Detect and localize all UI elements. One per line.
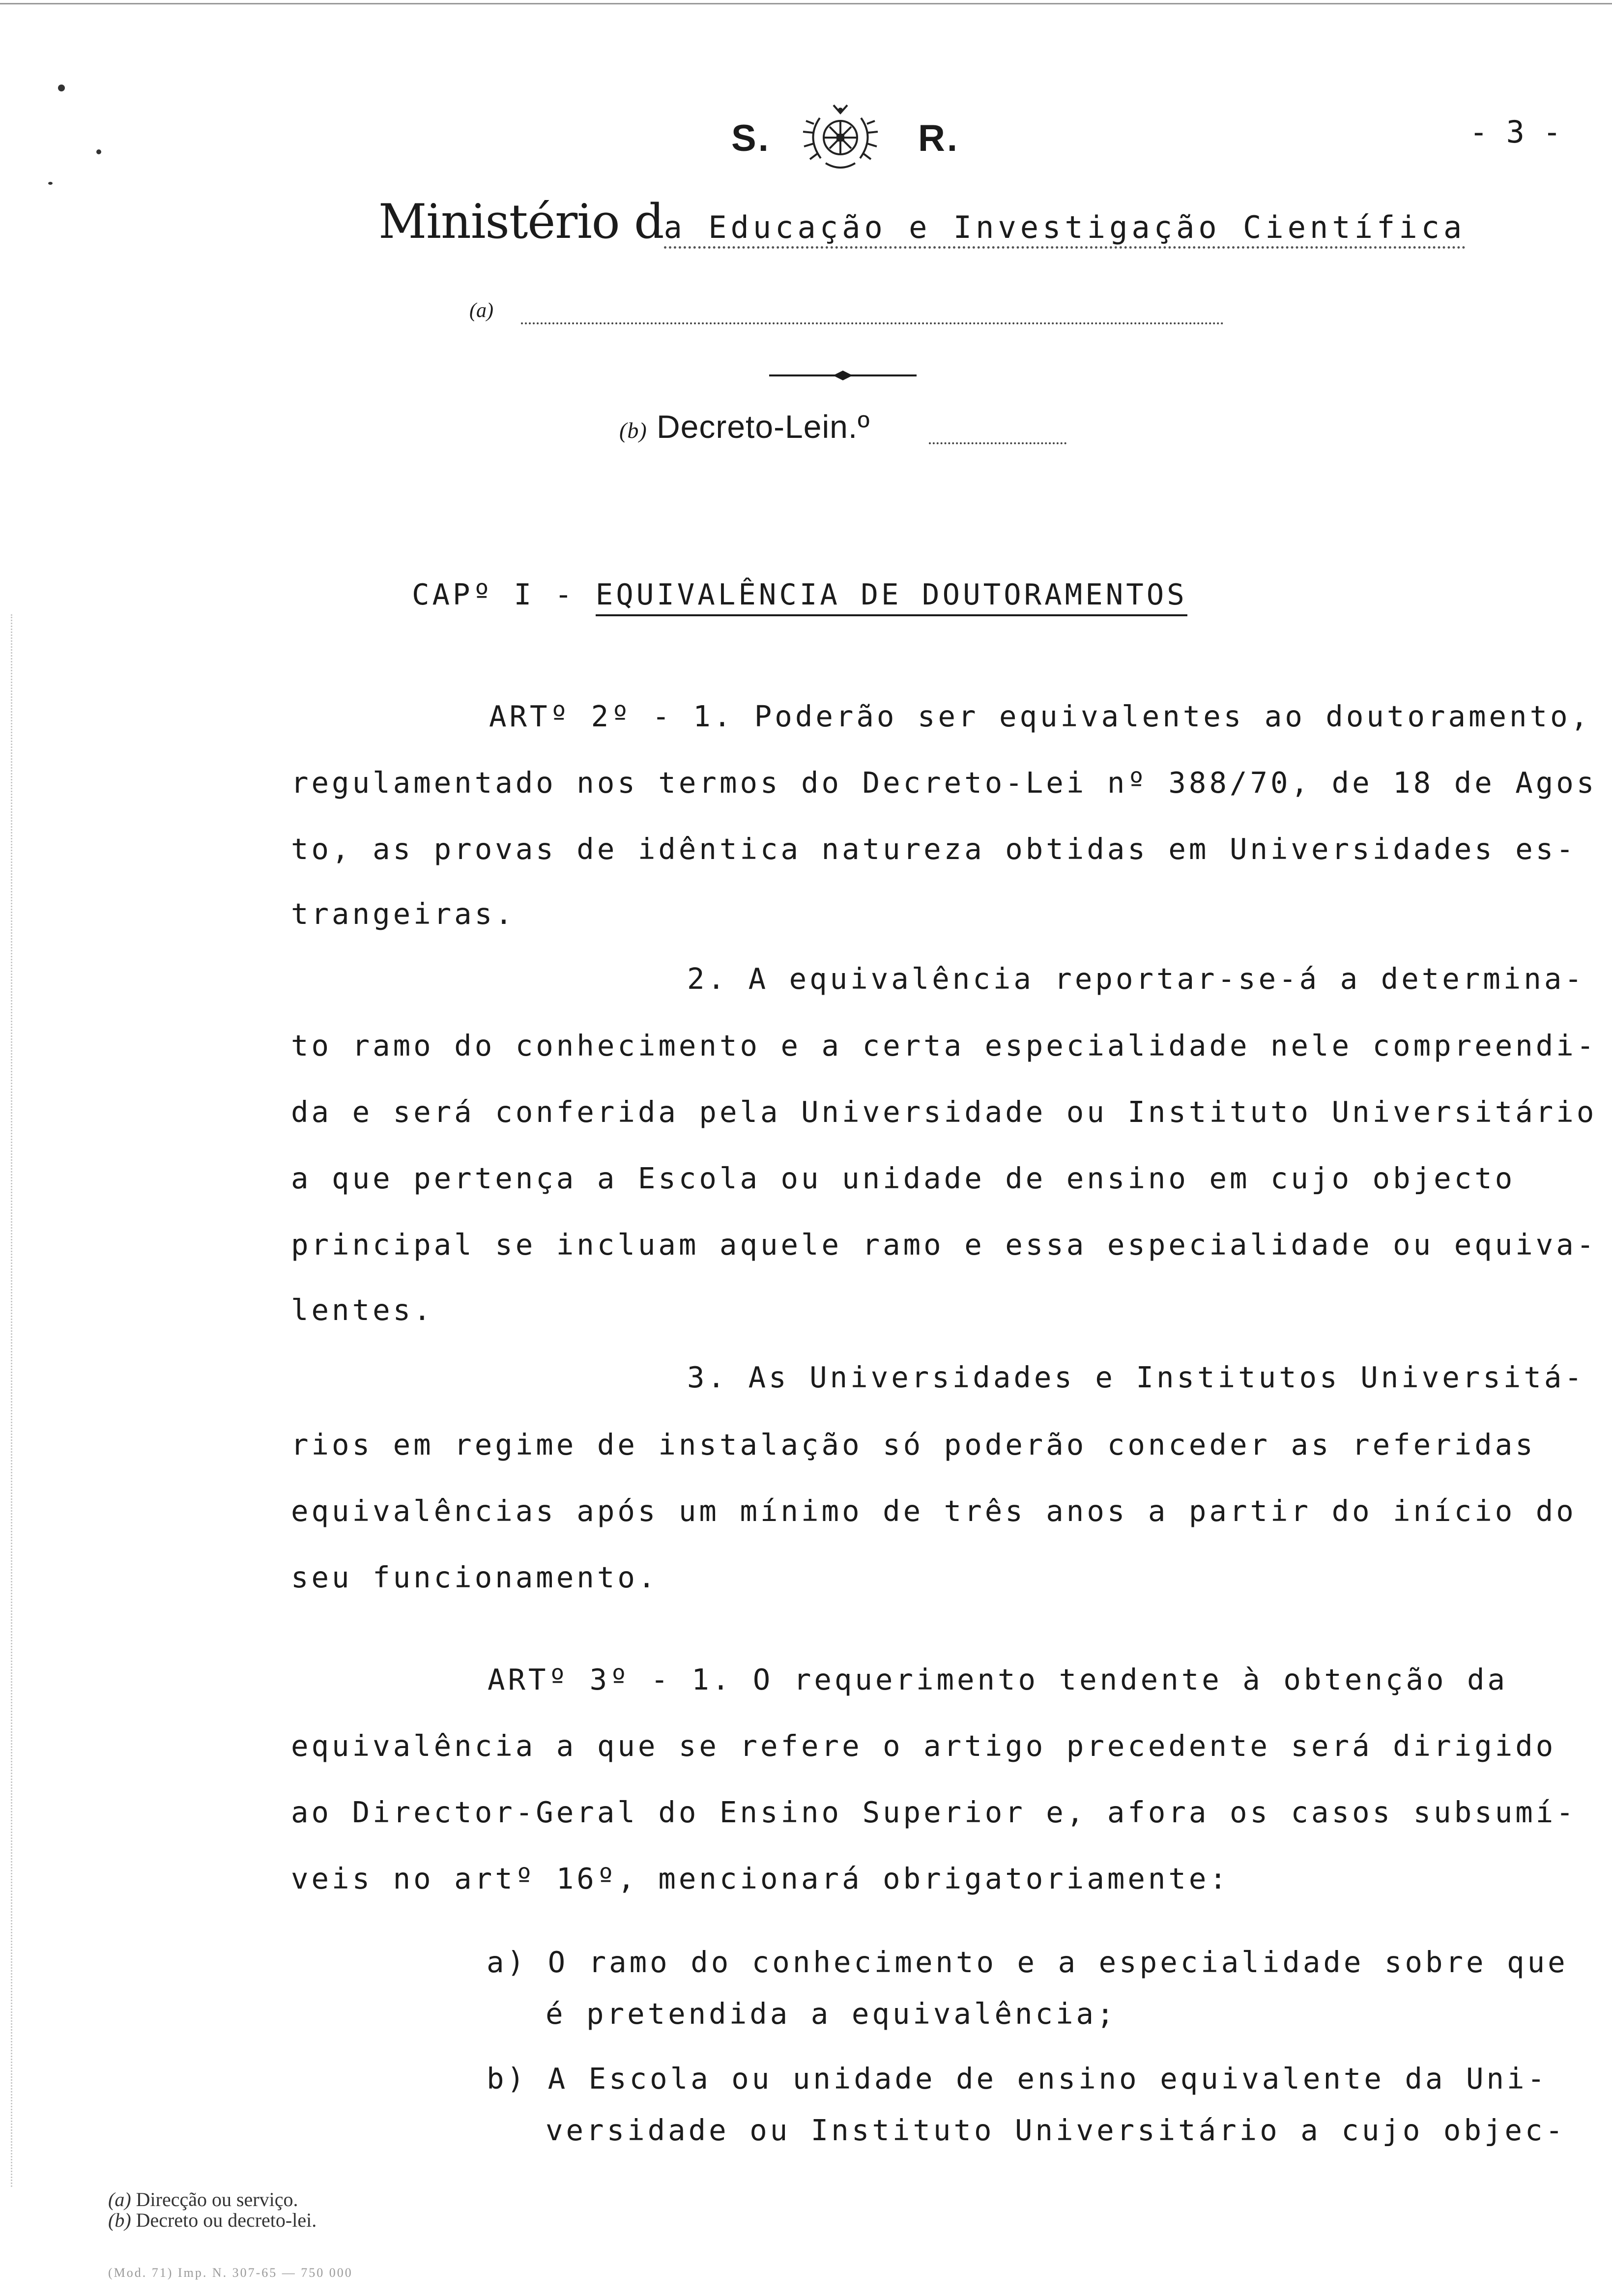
binding-hole-marks [11, 614, 17, 2187]
text-line: veis no artº 16º, mencionará obrigatoriamente: [291, 1862, 1230, 1895]
field-a-line [521, 322, 1224, 324]
footnote-a: (a) Direcção ou serviço. [108, 2188, 298, 2210]
decree-number-line [929, 442, 1066, 444]
text-line: lentes. [291, 1293, 434, 1327]
scan-speck [48, 182, 53, 185]
text-line: da e será conferida pela Universidade ou Instituto Universitário [291, 1095, 1597, 1129]
ministry-heading [378, 194, 1466, 249]
text-line: 2. A equivalência reportar-se-á a determina- [687, 962, 1585, 996]
text-line: trangeiras. [291, 897, 516, 931]
text-line: principal se incluam aquele ramo e essa especialidade ou equiva- [291, 1228, 1597, 1262]
text-line: ARTº 3º - 1. O requerimento tendente à obtenção da [488, 1663, 1508, 1696]
text-line: seu funcionamento. [291, 1560, 659, 1594]
text-line: equivalência a que se refere o artigo precedente será dirigido [291, 1729, 1556, 1763]
text-line: to, as provas de idêntica natureza obtidas em Universidades es- [291, 832, 1577, 866]
chapter-heading [412, 577, 1187, 611]
text-line: rios em regime de instalação só poderão conceder as referidas [291, 1428, 1536, 1462]
decree-label: Decreto-Lein.º [656, 408, 870, 445]
text-line: versidade ou Instituto Universitário a cujo objec- [546, 2113, 1566, 2147]
text-line: a que pertença a Escola ou unidade de ensino em cujo objecto [291, 1161, 1516, 1195]
letterhead-s: S. [731, 117, 771, 159]
decree-heading [619, 408, 870, 445]
text-line: equivalências após um mínimo de três anos a partir do início do [291, 1494, 1577, 1528]
field-a-label: (a) [469, 299, 493, 322]
divider-ornament-icon [769, 370, 917, 381]
decree-b-mark: (b) [619, 418, 647, 443]
scan-top-edge [0, 3, 1612, 4]
text-line: b) A Escola ou unidade de ensino equivalente da Uni- [487, 2062, 1548, 2095]
text-line: 3. As Universidades e Institutos Universitá- [687, 1360, 1585, 1394]
scan-speck [96, 149, 101, 154]
chapter-title: EQUIVALÊNCIA DE DOUTORAMENTOS [596, 577, 1187, 616]
text-line: é pretendida a equivalência; [546, 1997, 1117, 2031]
text-line: to ramo do conhecimento e a certa especialidade nele compreendi- [291, 1029, 1597, 1062]
text-line: ao Director-Geral do Ensino Superior e, afora os casos subsumí- [291, 1795, 1577, 1829]
ministry-name: a Educação e Investigação Científica [664, 209, 1466, 249]
text-line: a) O ramo do conhecimento e a especialidade sobre que [487, 1945, 1568, 1979]
text-line: ARTº 2º - 1. Poderão ser equivalentes ao doutoramento, [489, 699, 1591, 733]
page-number: - 3 - [1469, 114, 1561, 150]
chapter-prefix: CAPº I - [412, 577, 596, 611]
scan-speck [58, 85, 65, 91]
coat-of-arms-icon [791, 98, 890, 177]
text-line: regulamentado nos termos do Decreto-Lei nº 388/70, de 18 de Agos [291, 766, 1597, 800]
letterhead-r: R. [918, 117, 959, 159]
print-reference: (Mod. 71) Imp. N. 307-65 — 750 000 [108, 2266, 353, 2280]
footnote-b: (b) Decreto ou decreto-lei. [108, 2209, 317, 2231]
ministry-word: Ministério d [378, 194, 664, 249]
